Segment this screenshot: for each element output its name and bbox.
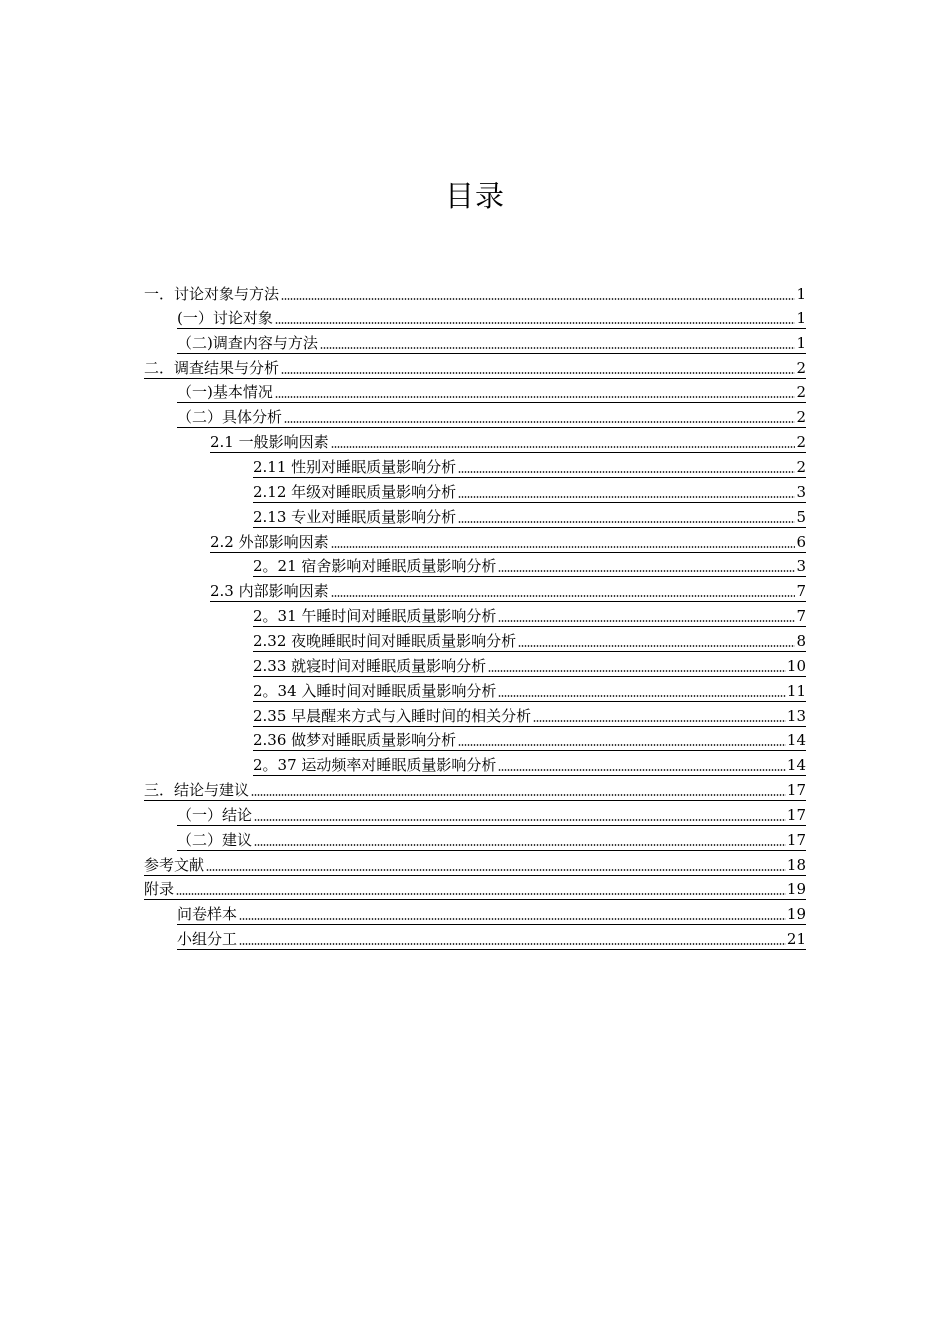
toc-entry[interactable] bbox=[210, 531, 806, 553]
toc-entry-label: 参考文献 bbox=[144, 856, 205, 874]
toc-entry-label: 2。21 宿舍影响对睡眠质量影响分析 bbox=[253, 557, 497, 575]
toc-entry-page: 17 bbox=[786, 831, 806, 849]
toc-entry[interactable] bbox=[144, 854, 806, 876]
toc-entry[interactable] bbox=[177, 307, 806, 329]
toc-entry[interactable] bbox=[253, 729, 806, 751]
toc-leader-dots bbox=[498, 695, 786, 697]
toc-entry-label: 2.11 性别对睡眠质量影响分析 bbox=[253, 458, 457, 476]
toc-entry[interactable] bbox=[253, 705, 806, 727]
toc-entry[interactable] bbox=[253, 555, 806, 577]
toc-entry-label: 2。34 入睡时间对睡眠质量影响分析 bbox=[253, 682, 497, 700]
toc-leader-dots bbox=[320, 347, 796, 349]
toc-entry-label: （二）具体分析 bbox=[177, 408, 283, 426]
toc-entry-label: （二）建议 bbox=[177, 831, 253, 849]
toc-entry-page: 6 bbox=[796, 533, 806, 551]
toc-entry-page: 17 bbox=[786, 806, 806, 824]
toc-leader-dots bbox=[251, 794, 786, 796]
toc-entry-page: 1 bbox=[796, 285, 806, 303]
toc-entry-page: 8 bbox=[796, 632, 806, 650]
toc-entry-page: 2 bbox=[796, 359, 806, 377]
toc-entry[interactable] bbox=[177, 332, 806, 354]
toc-entry-label: 2.2 外部影响因素 bbox=[210, 533, 329, 551]
toc-entry-page: 2 bbox=[796, 408, 806, 426]
toc-entry-page: 17 bbox=[786, 781, 806, 799]
toc-entry-label: 2.12 年级对睡眠质量影响分析 bbox=[253, 483, 457, 501]
toc-entry[interactable] bbox=[144, 779, 806, 801]
toc-entry-label: 2.33 就寝时间对睡眠质量影响分析 bbox=[253, 657, 487, 675]
toc-entry-page: 14 bbox=[786, 756, 806, 774]
toc-leader-dots bbox=[254, 844, 786, 846]
toc-leader-dots bbox=[331, 595, 796, 597]
toc-leader-dots bbox=[518, 645, 795, 647]
toc-leader-dots bbox=[331, 546, 796, 548]
toc-entry-page: 1 bbox=[796, 309, 806, 327]
toc-entry[interactable] bbox=[210, 431, 806, 453]
toc-entry[interactable] bbox=[144, 357, 806, 379]
toc-entry-label: 问卷样本 bbox=[177, 905, 238, 923]
toc-entry-label: （一）结论 bbox=[177, 806, 253, 824]
toc-leader-dots bbox=[498, 620, 795, 622]
toc-entry-page: 11 bbox=[786, 682, 806, 700]
toc-entry-page: 7 bbox=[796, 607, 806, 625]
toc-leader-dots bbox=[281, 372, 795, 374]
toc-entry-label: （一)基本情况 bbox=[177, 383, 273, 401]
toc-entry[interactable] bbox=[253, 680, 806, 702]
toc-entry-page: 3 bbox=[796, 483, 806, 501]
toc-entry[interactable] bbox=[177, 381, 806, 403]
toc-leader-dots bbox=[458, 496, 795, 498]
toc-entry-label: 2.36 做梦对睡眠质量影响分析 bbox=[253, 731, 457, 749]
toc-entry-page: 10 bbox=[786, 657, 806, 675]
toc-entry-label: 三．结论与建议 bbox=[144, 781, 250, 799]
toc-entry[interactable] bbox=[253, 481, 806, 503]
toc-entry[interactable] bbox=[177, 804, 806, 826]
toc-leader-dots bbox=[281, 298, 795, 300]
toc-entry[interactable] bbox=[177, 928, 806, 950]
toc-entry-page: 19 bbox=[786, 905, 806, 923]
toc-leader-dots bbox=[458, 744, 786, 746]
toc-leader-dots bbox=[275, 396, 796, 398]
toc-entry-page: 13 bbox=[786, 707, 806, 725]
toc-entry-page: 7 bbox=[796, 582, 806, 600]
toc-entry[interactable] bbox=[253, 456, 806, 478]
toc-leader-dots bbox=[498, 769, 786, 771]
toc-leader-dots bbox=[275, 322, 796, 324]
toc-entry-label: 一．讨论对象与方法 bbox=[144, 285, 280, 303]
toc-leader-dots bbox=[206, 869, 786, 871]
toc-entry[interactable] bbox=[177, 829, 806, 851]
toc-entry-label: 2.32 夜晚睡眠时间对睡眠质量影响分析 bbox=[253, 632, 517, 650]
toc-entry-page: 2 bbox=[796, 383, 806, 401]
toc-leader-dots bbox=[176, 893, 786, 895]
toc-leader-dots bbox=[284, 421, 795, 423]
toc-leader-dots bbox=[239, 918, 786, 920]
toc-title: 目录 bbox=[444, 179, 505, 213]
toc-entry-label: 小组分工 bbox=[177, 930, 238, 948]
toc-leader-dots bbox=[458, 521, 795, 523]
toc-entry-page: 14 bbox=[786, 731, 806, 749]
toc-entry-page: 5 bbox=[796, 508, 806, 526]
toc-entry[interactable] bbox=[177, 406, 806, 428]
toc-leader-dots bbox=[533, 720, 786, 722]
toc-entry[interactable] bbox=[144, 878, 806, 900]
toc-leader-dots bbox=[331, 446, 796, 448]
toc-entry-label: （二)调查内容与方法 bbox=[177, 334, 318, 352]
toc-leader-dots bbox=[458, 471, 795, 473]
toc-entry-label: (一）讨论对象 bbox=[177, 309, 273, 327]
toc-entry-page: 2 bbox=[796, 433, 806, 451]
toc-entry[interactable] bbox=[253, 605, 806, 627]
toc-leader-dots bbox=[488, 670, 786, 672]
toc-entry[interactable] bbox=[253, 630, 806, 652]
toc-entry[interactable] bbox=[144, 282, 806, 304]
toc-entry-page: 2 bbox=[796, 458, 806, 476]
toc-entry-page: 18 bbox=[786, 856, 806, 874]
toc-leader-dots bbox=[254, 819, 786, 821]
toc-entry-label: 2。37 运动频率对睡眠质量影响分析 bbox=[253, 756, 497, 774]
toc-entry-page: 21 bbox=[786, 930, 806, 948]
toc-entry[interactable] bbox=[253, 754, 806, 776]
toc-entry[interactable] bbox=[253, 506, 806, 528]
toc-entry-label: 2.35 早晨醒来方式与入睡时间的相关分析 bbox=[253, 707, 532, 725]
toc-entry-label: 2.13 专业对睡眠质量影响分析 bbox=[253, 508, 457, 526]
toc-entry-label: 附录 bbox=[144, 880, 175, 898]
toc-entry-label: 2。31 午睡时间对睡眠质量影响分析 bbox=[253, 607, 497, 625]
toc-leader-dots bbox=[498, 570, 795, 572]
toc-entry-page: 3 bbox=[796, 557, 806, 575]
toc-entry-label: 2.1 一般影响因素 bbox=[210, 433, 329, 451]
toc-entry[interactable] bbox=[253, 655, 806, 677]
toc-entry[interactable] bbox=[210, 580, 806, 602]
toc-entry-page: 19 bbox=[786, 880, 806, 898]
toc-entry[interactable] bbox=[177, 903, 806, 925]
toc-entry-page: 1 bbox=[796, 334, 806, 352]
toc-entry-label: 2.3 内部影响因素 bbox=[210, 582, 329, 600]
toc-leader-dots bbox=[239, 943, 786, 945]
toc-entry-label: 二．调查结果与分析 bbox=[144, 359, 280, 377]
